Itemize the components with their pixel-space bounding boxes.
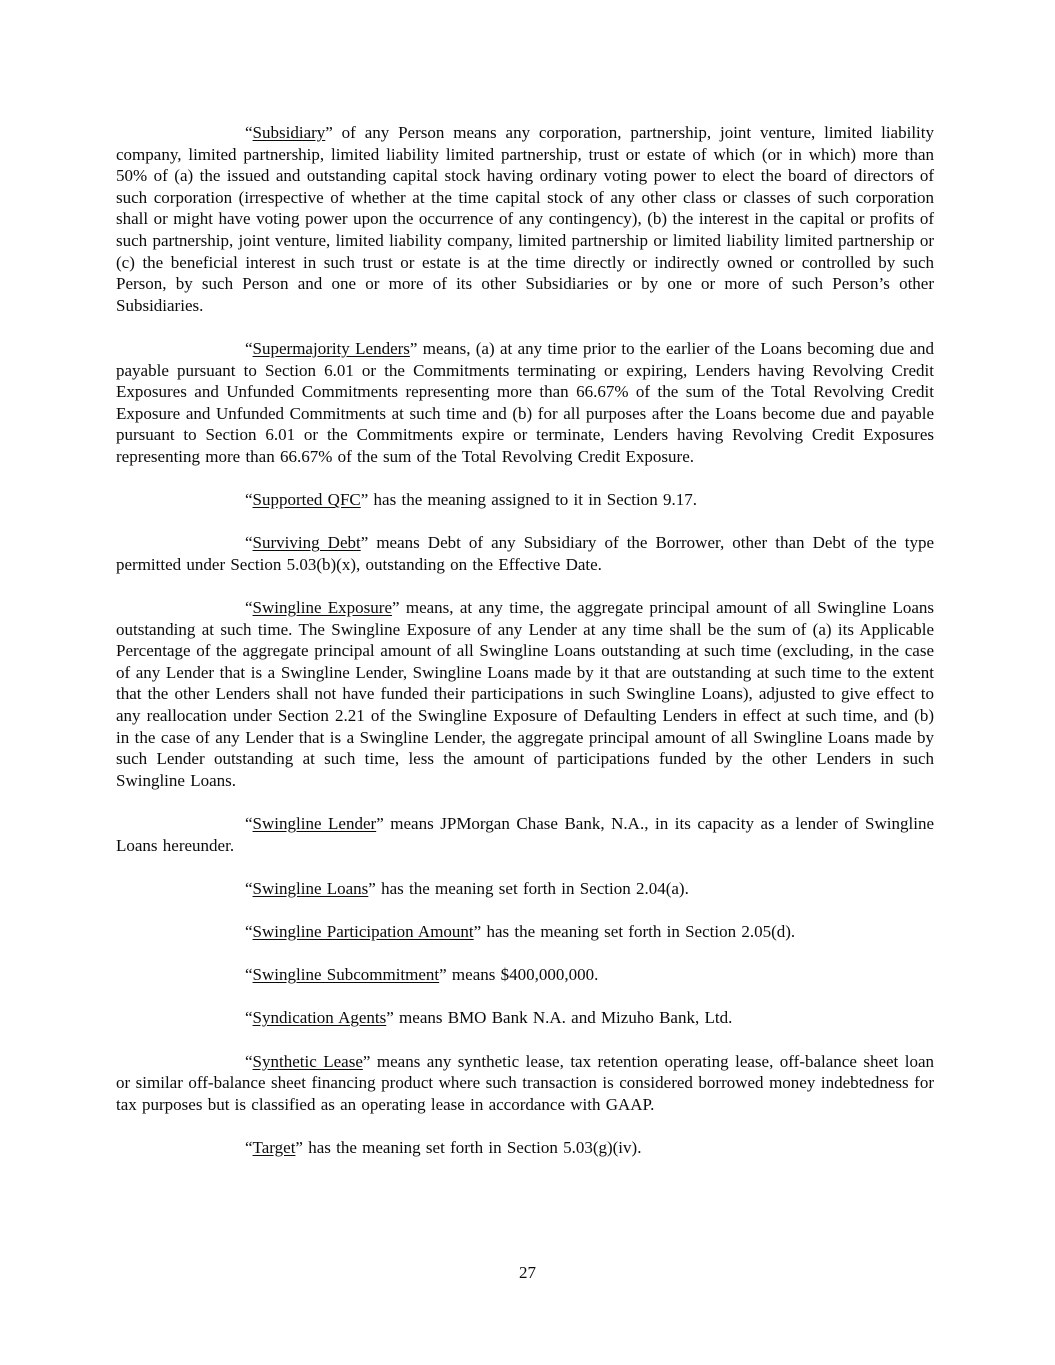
- definition-paragraph-swingline-loans: [116, 878, 934, 900]
- definition-text: ” has the meaning set forth in Section 2.05(d).: [473, 921, 796, 941]
- definition-text: ” has the meaning set forth in Section 2.04(a).: [368, 878, 689, 898]
- open-quote: “: [245, 814, 253, 833]
- defined-term: Subsidiary: [252, 123, 326, 142]
- open-quote: “: [245, 878, 253, 898]
- definition-paragraph-surviving-debt: [116, 532, 934, 575]
- open-quote: “: [245, 598, 253, 618]
- defined-term: Swingline Subcommitment: [252, 965, 440, 985]
- open-quote: “: [245, 1008, 253, 1028]
- defined-term: Syndication Agents: [252, 1008, 387, 1028]
- defined-term: Swingline Loans: [252, 878, 369, 898]
- open-quote: “: [245, 123, 253, 142]
- definition-text: ” has the meaning assigned to it in Section 9.17.: [360, 490, 697, 510]
- definition-text: ” means BMO Bank N.A. and Mizuho Bank, Ltd.: [386, 1008, 733, 1028]
- definition-text: ” means JPMorgan Chase Bank, N.A., in its capacity as a lender of Swingline Loans hereunder.: [116, 814, 934, 855]
- definition-paragraph-supported-qfc: [116, 489, 934, 511]
- definition-paragraph-syndication-agents: [116, 1007, 934, 1029]
- definition-paragraph-target: [116, 1137, 934, 1159]
- definition-text: ” has the meaning set forth in Section 5.03(g)(iv).: [295, 1137, 642, 1157]
- page-number: 27: [519, 1263, 536, 1282]
- definition-text: ” means Debt of any Subsidiary of the Borrower, other than Debt of the type permitted under Section 5.03(b)(x), outstanding on the Effective Date.: [116, 533, 934, 574]
- open-quote: “: [245, 921, 253, 941]
- defined-term: Synthetic Lease: [252, 1051, 363, 1071]
- definition-paragraph-swingline-subcommitment: [116, 964, 934, 986]
- defined-term: Supermajority Lenders: [252, 338, 410, 358]
- defined-term: Swingline Exposure: [252, 598, 392, 618]
- defined-term: Swingline Participation Amount: [252, 921, 474, 941]
- open-quote: “: [245, 533, 253, 553]
- open-quote: “: [245, 1051, 253, 1071]
- definition-paragraph-supermajority-lenders: [116, 338, 934, 468]
- definition-text: ” means, (a) at any time prior to the earlier of the Loans becoming due and payable pursuant to Section 6.01 or the Commitments terminating or expiring, Lenders having Revolving Credit Exposures and Unfunded Commitments representing more than 66.67% of the sum of the Total Revolving Credit Exposure and Unfunded Commitments at such time and (b) for all purposes after the Loans become due and payable pursuant to Section 6.01 or the Commitments expire or terminate, Lenders having Revolving Credit Exposures representing more than 66.67% of the sum of the Total Revolving Credit Exposure.: [116, 338, 934, 466]
- definition-paragraph-subsidiary: [116, 122, 934, 316]
- definition-paragraph-swingline-exposure: [116, 597, 934, 791]
- open-quote: “: [245, 490, 253, 510]
- definition-paragraph-swingline-lender: [116, 813, 934, 856]
- definition-text: ” means, at any time, the aggregate principal amount of all Swingline Loans outstanding at such time. The Swingline Exposure of any Lender at any time shall be the sum of (a) its Applicable Percentage of the aggregate principal amount of all Swingline Loans outstanding at such time (excluding, in the case of any Lender that is a Swingline Lender, Swingline Loans made by it that are outstanding at such time to the extent that the other Lenders shall not have funded their participations in such Swingline Loans), adjusted to give effect to any reallocation under Section 2.21 of the Swingline Exposure of Defaulting Lenders in effect at such time, and (b) in the case of any Lender that is a Swingline Lender, the aggregate principal amount of all Swingline Loans made by such Lender outstanding at such time, less the amount of participations funded by the other Lenders in such Swingline Loans.: [116, 598, 934, 790]
- open-quote: “: [245, 965, 253, 985]
- open-quote: “: [245, 1137, 253, 1157]
- defined-term: Target: [252, 1137, 296, 1157]
- definition-text: ” means $400,000,000.: [439, 965, 599, 985]
- open-quote: “: [245, 338, 253, 358]
- definition-text: ” means any synthetic lease, tax retention operating lease, off-balance sheet loan or similar off-balance sheet financing product where such transaction is considered borrowed money indebtedness for tax purposes but is classified as an operating lease in accordance with GAAP.: [116, 1051, 935, 1114]
- definition-paragraph-swingline-participation-amount: [116, 921, 934, 943]
- defined-term: Supported QFC: [252, 490, 361, 510]
- document-body: [116, 122, 934, 1180]
- definition-paragraph-synthetic-lease: [116, 1051, 934, 1116]
- definition-text: ” of any Person means any corporation, partnership, joint venture, limited liability company, limited partnership, limited liability limited partnership, trust or estate of which (or in which) more than 50% of (a) the issued and outstanding capital stock having ordinary voting power to elect the board of directors of such corporation (irrespective of whether at the time capital stock of any other class or classes of such corporation shall or might have voting power upon the occurrence of any contingency), (b) the interest in the capital or profits of such partnership, joint venture, limited liability company, limited partnership or limited liability limited partnership or (c) the beneficial interest in such trust or estate is at the time directly or indirectly owned or controlled by such Person, by such Person and one or more of its other Subsidiaries or by one or more of such Person’s other Subsidiaries.: [116, 123, 934, 315]
- defined-term: Swingline Lender: [252, 814, 377, 833]
- defined-term: Surviving Debt: [252, 533, 361, 553]
